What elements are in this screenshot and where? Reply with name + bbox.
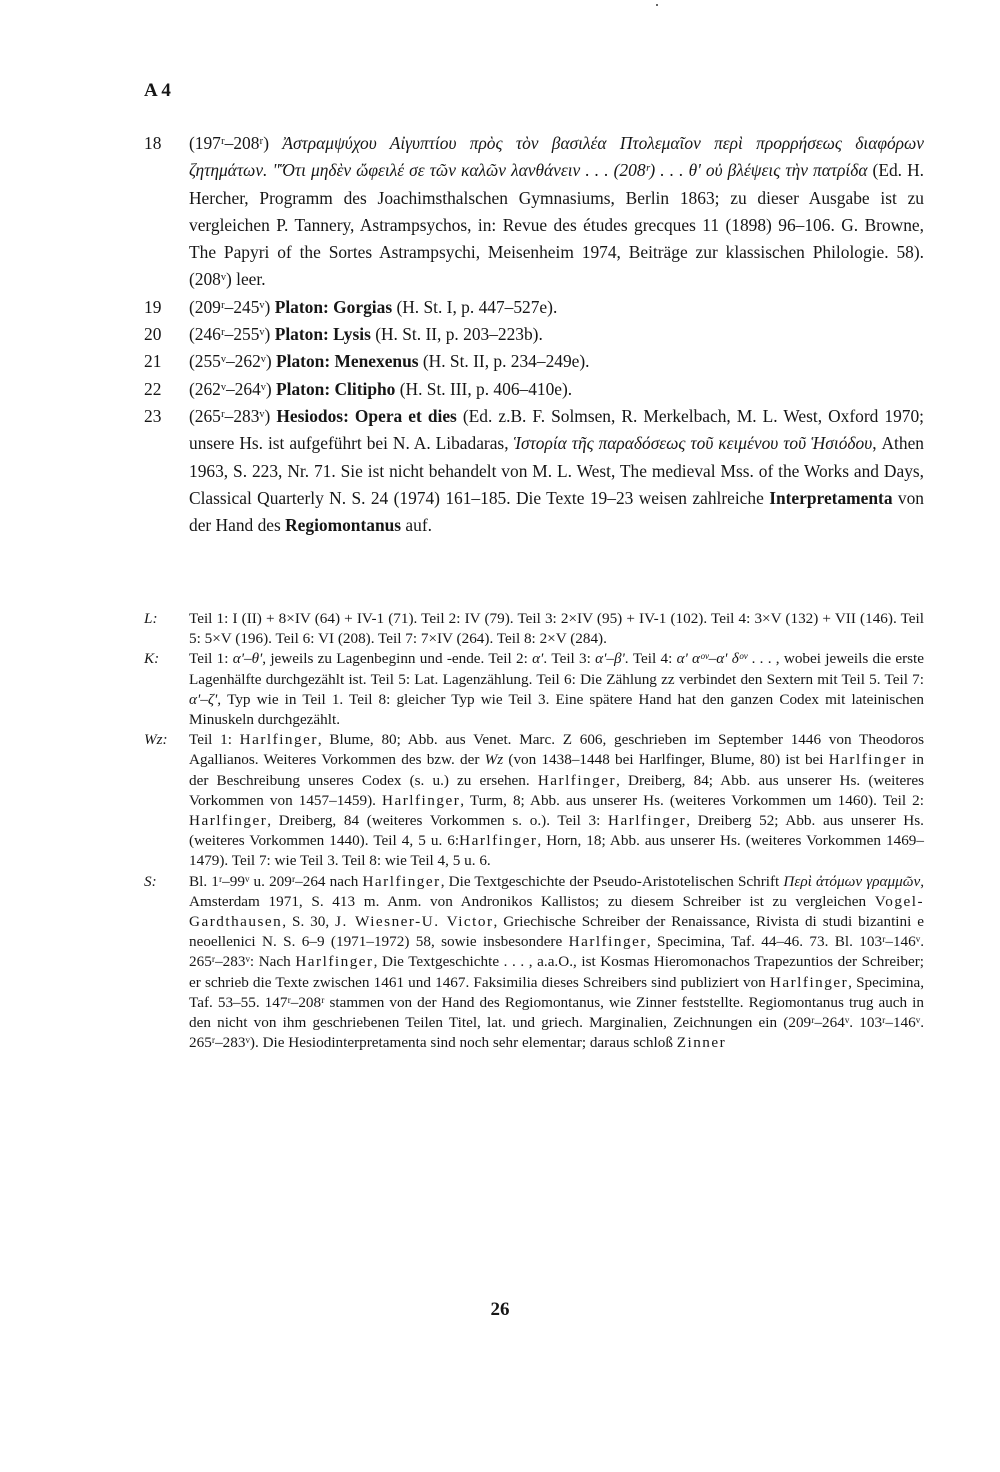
text-run: Teil 1:: [189, 731, 240, 749]
greek-text: Ἱστορία τῆς παραδόσεως τοῦ κειμένου τοῦ Ἡσιόδου: [513, 433, 873, 454]
speck: [656, 4, 658, 6]
entry-number: 20: [144, 324, 162, 345]
entry-number: 19: [144, 296, 162, 317]
entry-text: [189, 321, 924, 348]
greek-text: Περὶ ἀτόμων γραμμῶν: [783, 872, 921, 890]
text-run: (246ʳ–255ᵛ): [189, 324, 275, 345]
text-run: (Ed. z.B. F. Solmsen, R. Merkelbach, M. L. West, Oxford 1970; unsere Hs. ist aufgeführt bei N. A. Libadaras,: [189, 405, 924, 454]
note-label: L:: [144, 610, 158, 627]
text-run: (H. St. I, p. 447–527e).: [392, 296, 558, 317]
spaced-name: Harlfinger: [189, 812, 268, 830]
entry-text: [189, 376, 924, 403]
text-run: , Die Textgeschichte der Pseudo-Aristotelischen Schrift: [440, 872, 784, 890]
text-run: (265ʳ–283ᵛ): [189, 405, 277, 426]
note-schreiber: [144, 872, 924, 1054]
spaced-name: Harlfinger: [239, 731, 318, 749]
bold-title: Platon: Menexenus: [276, 351, 419, 372]
text-run: (255ᵛ–262ᵛ): [189, 351, 277, 372]
text-run: , Dreiberg, 84 (weiteres Vorkommen s. o.). Teil 3:: [267, 812, 608, 830]
entry-21: [144, 348, 924, 375]
text-run: , Typ wie in Teil 1. Teil 8: gleicher Typ wie Teil 3. Eine spätere Hand hat den ganzen Codex mit lateinischen Minuskeln durchgezählt.: [189, 690, 924, 729]
spaced-name: Harlfinger: [769, 973, 849, 991]
text-run: , Specimina, Taf. 53–55. 147ʳ–208ʳ stammen von der Hand des Regiomontanus, wie Zinner feststellte. Regiomontanus trug auch in den nicht von ihm geschriebenen Teilen Titel, lat. und griech. Marginalien, Zeichnungen ein (209ʳ–264ᵛ. 103ʳ–146ᵛ. 265ʳ–283ᵛ). Die Hesiodinterpretamenta sind noch sehr elementar; daraus schloß: [189, 973, 924, 1052]
text-run: , Griechische Schreiber der Renaissance, Rivista di studi bizantini e neoellenici N. S. 6–9 (1971–1972) 58, sowie insbesondere: [189, 913, 924, 951]
bold-title: Platon: Clitipho: [276, 378, 396, 399]
text-run: (H. St. III, p. 406–410e).: [395, 378, 573, 399]
note-text: [189, 609, 924, 649]
entry-number: 23: [144, 405, 162, 426]
entry-number: 21: [144, 351, 162, 372]
text-run: Teil 1:: [189, 650, 233, 668]
text-run: auf.: [401, 515, 432, 536]
entry-number: 18: [144, 133, 162, 153]
text-run: , Athen 1963, S. 223, Nr. 71. Sie ist nicht behandelt von M. L. West, The medieval Mss. of the Works and Days, Classical Quarterly N. S. 24 (1974) 161–185. Die Texte 19–23 weisen zahlreiche: [189, 433, 924, 508]
entry-23: [144, 403, 924, 539]
spaced-name: Harlfinger: [568, 933, 647, 951]
text-run: , Horn, 18; Abb. aus unserer Hs. (weiteres Vorkommen 1469–1479). Teil 7: wie Teil 3. Teil 8: wie Teil 4, 5 u. 6.: [189, 832, 924, 870]
note-kustoden: [144, 649, 924, 730]
text-run: . Teil 3:: [543, 650, 596, 668]
text-run: , S. 30,: [282, 913, 336, 931]
page-number: 26: [490, 1299, 510, 1320]
text-run: (von 1438–1448 bei Harlfinger, Blume, 80) ist bei: [503, 751, 829, 769]
greek-text: α': [532, 650, 544, 668]
spaced-name: Zinner: [676, 1034, 727, 1052]
text-run: , Specimina, Taf. 44–46. 73. Bl. 103ʳ–146ᵛ. 265ʳ–283ᵛ: Nach: [189, 933, 925, 971]
spaced-name: Harlfinger: [362, 872, 441, 890]
greek-text: α' αᵒᵛ–α' δᵒᵛ: [676, 650, 748, 668]
note-text: [189, 872, 924, 1054]
text-run: , Turm, 8; Abb. aus unserer Hs. (weiteres Vorkommen um 1460). Teil 2:: [460, 791, 924, 809]
greek-text: α'–ζ': [189, 690, 218, 708]
greek-text: α'–β': [595, 650, 625, 668]
spaced-name: Harlfinger: [537, 771, 617, 789]
text-run: in der Beschreibung unseres Codex (s. u.) zu ersehen.: [189, 751, 924, 789]
text-run: , Dreiberg 52; Abb. aus unserer Hs. (weiteres Vorkommen 1440). Teil 4, 5 u. 6:: [189, 812, 924, 850]
note-text: [189, 649, 924, 730]
text-run: , jeweils zu Lagenbeginn und -ende. Teil 2:: [262, 650, 533, 668]
entry-22: [144, 376, 924, 403]
entry-text: [189, 130, 924, 294]
note-lagen: [144, 609, 924, 649]
entry-text: [189, 348, 924, 375]
note-label: K:: [144, 650, 160, 668]
text-run: , Amsterdam 1971, S. 413 m. Anm. von Andronikos Kallistos; zu diesem Schreiber ist zu vergleichen: [189, 872, 924, 910]
codicological-notes: [144, 609, 924, 1053]
spaced-name: Harlfinger: [382, 791, 461, 809]
entry-20: [144, 321, 924, 348]
entry-list: [144, 130, 924, 539]
text-run: (209ʳ–245ᵛ): [189, 296, 275, 317]
entry-text: [189, 294, 924, 321]
text-run: . Teil 4:: [624, 650, 677, 668]
spaced-name: Harlfinger: [828, 751, 907, 769]
spaced-name: Vogel-Gardthausen: [189, 892, 924, 931]
spaced-name: Harlfinger: [459, 832, 538, 850]
bold-title: Platon: Gorgias: [274, 296, 393, 317]
note-text: [189, 730, 924, 871]
bold-title: Platon: Lysis: [274, 324, 371, 345]
greek-text: Ἀστραμψύχου Αἰγυπτίου πρὸς τὸν βασιλέα Πτολεμαῖον περὶ προρρήσεως διαφόρων ζητημάτων. "Ὅτι μηδὲν ὤφειλέ σε τῶν καλῶν λανθάνειν . . . (208ʳ) . . . θ' οὐ βλέψεις τὴν πατρίδα: [189, 133, 925, 181]
spaced-name: J. Wiesner-U. Victor: [335, 913, 494, 931]
note-label: S:: [144, 872, 157, 890]
entry-number: 22: [144, 378, 162, 399]
entry-19: [144, 294, 924, 321]
text-run: Teil 1: I (II) + 8×IV (64) + IV-1 (71). Teil 2: IV (79). Teil 3: 2×IV (95) + IV-1 (102). Teil 4: 3×V (132) + VII (146). Teil 5: 5×V (196). Teil 6: VI (208). Teil 7: 7×IV (264). Teil 8: 2×V (284).: [189, 610, 924, 648]
text-run: (Ed. H. Hercher, Programm des Joachimsthalschen Gymnasiums, Berlin 1863; zu dieser Ausgabe ist zu vergleichen P. Tannery, Astrampsychos, in: Revue des études grecques 11 (1898) 96–106. G. Browne, The Papyri of the Sortes Astrampsychi, Meisenheim 1974, Beiträge zur klassischen Philologie. 58). (208ᵛ) leer.: [189, 160, 925, 290]
spaced-name: Harlfinger: [607, 812, 687, 830]
bold-title: Interpretamenta: [769, 487, 893, 508]
text-run: , Dreiberg, 84; Abb. aus unserer Hs. (weiteres Vorkommen von 1457–1459).: [189, 771, 924, 809]
greek-text: α'–θ': [232, 650, 263, 668]
text-run: (H. St. II, p. 234–249e).: [418, 351, 590, 372]
greek-text: Wz: [484, 751, 504, 769]
text-run: . . . , wobei jeweils die erste Lagenhälfte durchgezählt ist. Teil 5: Lat. Lagenzählung. Teil 6: Die Zählung zz verbindet den Sextern mit Teil 5. Teil 7:: [189, 650, 925, 688]
text-run: (H. St. II, p. 203–223b).: [370, 324, 543, 345]
text-run: (262ᵛ–264ᵛ): [189, 378, 277, 399]
entry-text: [189, 403, 924, 539]
text-run: (197ʳ–208ʳ): [189, 133, 283, 153]
page-header: A 4: [144, 80, 171, 101]
spaced-name: Harlfinger: [295, 953, 374, 971]
note-label: Wz:: [144, 731, 168, 749]
bold-title: Regiomontanus: [285, 515, 402, 536]
bold-title: Hesiodos: Opera et dies: [276, 405, 457, 426]
note-wasserzeichen: [144, 730, 924, 871]
text-run: Bl. 1ʳ–99ᵛ u. 209ʳ–264 nach: [189, 872, 363, 890]
text-run: von der Hand des: [189, 487, 924, 536]
text-run: , Blume, 80; Abb. aus Venet. Marc. Z 606, geschrieben im September 1446 von Theodoros Agallianos. Weiteres Vorkommen des bzw. der: [189, 731, 924, 769]
text-run: , Die Textgeschichte . . . , a.a.O., ist Kosmas Hieromonachos Trapezuntios der Schreiber; er schrieb die Texte zwischen 1461 und 1467. Faksimilia dieses Schreibers sind publiziert von: [189, 953, 924, 991]
entry-18: [144, 130, 924, 294]
